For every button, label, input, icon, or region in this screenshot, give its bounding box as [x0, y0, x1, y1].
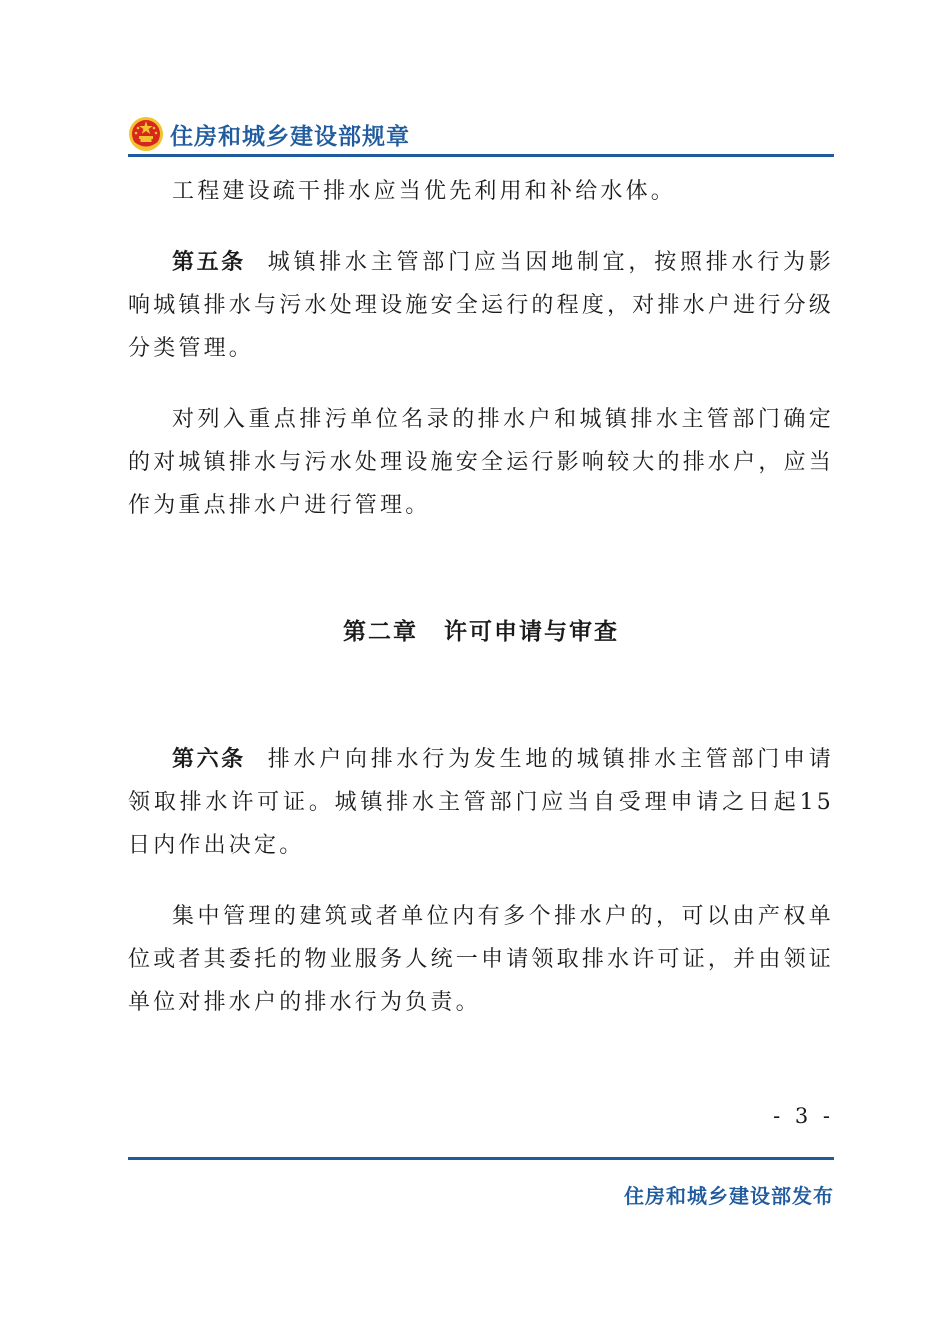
- article-5: [128, 241, 834, 370]
- chapter-heading: [128, 611, 834, 654]
- article-6: [128, 738, 834, 867]
- national-emblem-icon: [128, 116, 164, 152]
- article-5-label: 第五条: [172, 250, 246, 275]
- header-divider: [128, 154, 834, 157]
- chapter-number: 第二章: [343, 619, 418, 645]
- page-number: - 3 -: [773, 1104, 834, 1128]
- header-title: 住房和城乡建设部规章: [170, 124, 410, 150]
- document-body: [128, 170, 834, 1024]
- footer-divider: [128, 1157, 834, 1160]
- footer-publisher: 住房和城乡建设部发布: [624, 1184, 834, 1208]
- chapter-title: 许可申请与审查: [444, 619, 619, 645]
- article-6-label: 第六条: [172, 747, 246, 772]
- page-header: [128, 114, 834, 156]
- paragraph-key-households: 对列入重点排污单位名录的排水户和城镇排水主管部门确定的对城镇排水与污水处理设施安全运行影响较大的排水户，应当作为重点排水户进行管理。: [128, 407, 834, 518]
- article-6-text: 排水户向排水行为发生地的城镇排水主管部门申请领取排水许可证。城镇排水主管部门应当自受理申请之日起15日内作出决定。: [128, 747, 834, 858]
- paragraph-centralized-management: 集中管理的建筑或者单位内有多个排水户的，可以由产权单位或者其委托的物业服务人统一申请领取排水许可证，并由领证单位对排水户的排水行为负责。: [128, 904, 834, 1015]
- paragraph-drainage: 工程建设疏干排水应当优先利用和补给水体。: [172, 179, 677, 204]
- article-5-text: 城镇排水主管部门应当因地制宜，按照排水行为影响城镇排水与污水处理设施安全运行的程度，对排水户进行分级分类管理。: [128, 250, 834, 361]
